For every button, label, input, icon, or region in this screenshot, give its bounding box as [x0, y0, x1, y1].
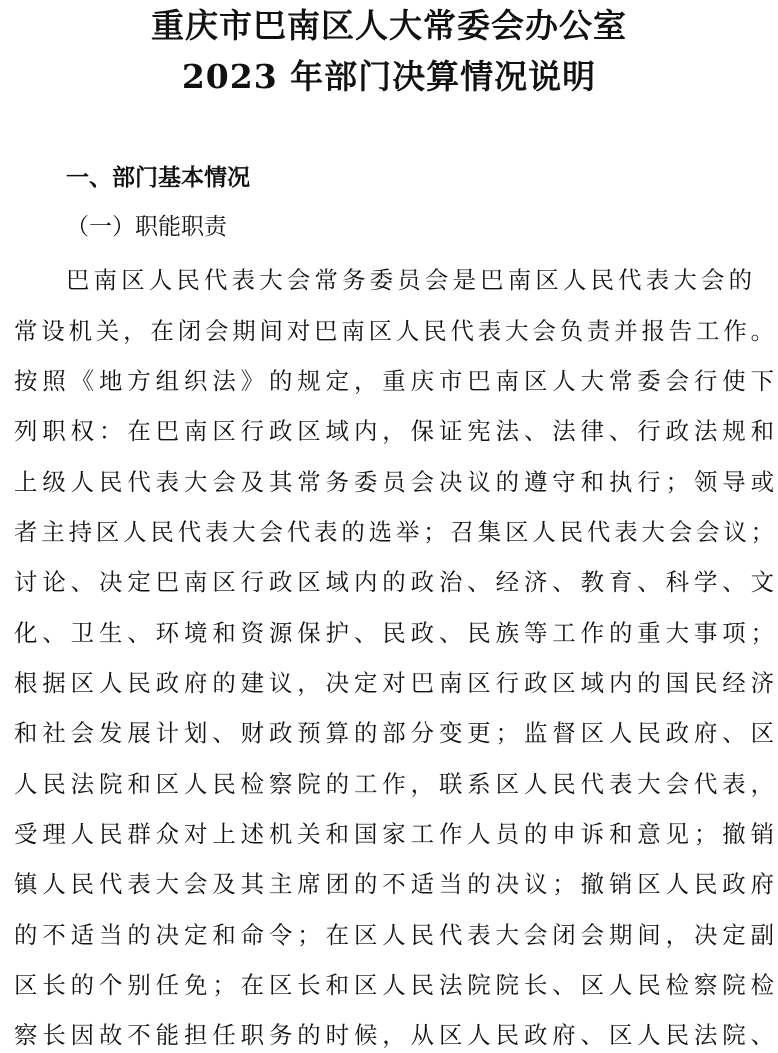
paragraph-line: 的不适当的决定和命令；在区人民代表大会闭会期间，决定副: [14, 921, 774, 949]
paragraph-line: 化、卫生、环境和资源保护、民政、民族等工作的重大事项；: [14, 619, 774, 647]
document-title-line-2: 2023 年部门决算情况说明: [181, 57, 597, 96]
paragraph-line: 察长因故不能担任职务的时候，从区人民政府、区人民法院、: [14, 1021, 774, 1049]
paragraph-line: 上级人民代表大会及其常务委员会决议的遵守和执行；领导或: [14, 468, 774, 496]
paragraph-line: 镇人民代表大会及其主席团的不适当的决议；撤销区人民政府: [14, 870, 774, 898]
paragraph-line: 者主持区人民代表大会代表的选举；召集区人民代表大会会议；: [14, 518, 774, 546]
paragraph-line: 和社会发展计划、财政预算的部分变更；监督区人民政府、区: [14, 719, 774, 747]
subsection-heading: （一）职能职责: [66, 214, 227, 240]
paragraph-line: 按照《地方组织法》的规定，重庆市巴南区人大常委会行使下: [14, 367, 774, 395]
paragraph-line: 根据区人民政府的建议，决定对巴南区行政区域内的国民经济: [14, 669, 774, 697]
paragraph-line: 常设机关，在闭会期间对巴南区人民代表大会负责并报告工作。: [14, 317, 774, 345]
paragraph-line: 受理人民群众对上述机关和国家工作人员的申诉和意见；撤销: [14, 820, 774, 848]
paragraph-line: 列职权：在巴南区行政区域内，保证宪法、法律、行政法规和: [14, 417, 774, 445]
paragraph-line: 讨论、决定巴南区行政区域内的政治、经济、教育、科学、文: [14, 568, 774, 596]
paragraph-line: 区长的个别任免；在区长和区人民法院院长、区人民检察院检: [14, 971, 774, 999]
section-heading: 一、部门基本情况: [66, 165, 250, 191]
document-title-line-1: 重庆市巴南区人大常委会办公室: [151, 6, 627, 45]
paragraph-line: 巴南区人民代表大会常务委员会是巴南区人民代表大会的: [66, 266, 752, 294]
paragraph-line: 人民法院和区人民检察院的工作，联系区人民代表大会代表，: [14, 770, 774, 798]
